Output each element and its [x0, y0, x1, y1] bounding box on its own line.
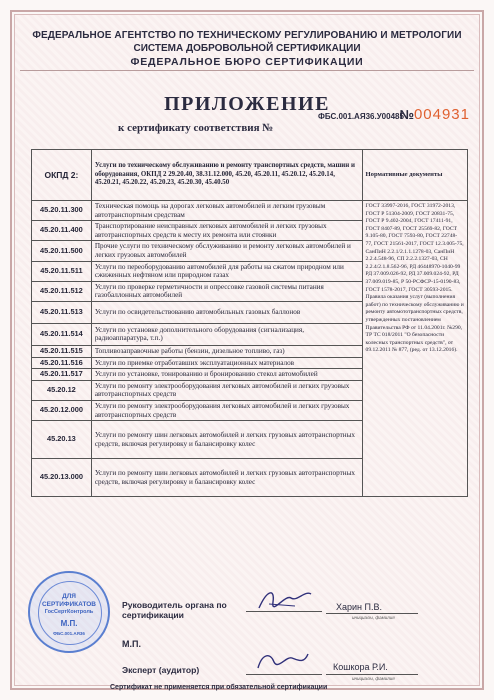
normative-documents: ГОСТ 33997-2016, ГОСТ 31972-2013, ГОСТ Р 51304-2009, ГОСТ 20831-75, ГОСТ Р 9.402-2004, ГОСТ 17411-91, ГОСТ 8407-89, ГОСТ 25569-82, ГОСТ 9.105-80, ГОСТ 7593-80, ГОСТ 22748-77, ГОСТ 21561-2017, ГОСТ 12.3.005-75, СанПиН 2.2.1/2.1.1.1278-03, СанПиН 2.2.4.548-96, СП 2.2.2.1327-03, СН 2.2.4/2.1.8.562-96, РД 46448970-1040-99 РД 37.009.026-92, РД 37.009.024-92, РД 37.009.019-85, Р 50-РСФСР-15-0190-83, ГОСТ 1578-2017, ГОСТ 30593-2015. Правила оказания услуг (выполнения работ) по техническому обслуживанию и ремонту автомототранспортных средств, утвержденных постановлением Правительства РФ от 11.04.2001г. №290, ТР ТС 018/2011 "О безопасности колесных транспортных средств", от 09.12.2011 № 877, (ред. от 13.12.2016). [362, 201, 467, 497]
expert-name: Кошкора Р.И. [333, 662, 388, 672]
row-description: Услуги по ремонту шин легковых автомобилей и легких грузовых автотранспортных средств, включая регулировку и балансировку колес [91, 459, 362, 497]
head-of-body-label: Руководитель органа по сертификации [122, 600, 227, 620]
header-norm-docs: Нормативные документы [362, 150, 467, 201]
row-code: 45.20.11.512 [32, 281, 92, 301]
row-description: Услуги по переоборудованию автомобилей для работы на сжатом природном или сжиженных нефтяном или природном газах [91, 261, 362, 281]
header-description: Услуги по техническому обслуживанию и ремонту транспортных средств, машин и оборудования, ОКПД 2 29.20.40, 38.31.12.000, 45.20, 45.20.11, 45.20.12, 45.20.14, 45.20.21, 45.20.22, 45.20.23, 45.20.30, 45.40.50 [91, 150, 362, 201]
row-code: 45.20.11.516 [32, 357, 92, 369]
row-description: Услуги по освидетельствованию автомобильных газовых баллонов [91, 301, 362, 323]
row-description: Топливозаправочные работы (бензин, дизельное топливо, газ) [91, 345, 362, 357]
agency-name: ФЕДЕРАЛЬНОЕ АГЕНТСТВО ПО ТЕХНИЧЕСКОМУ РЕГУЛИРОВАНИЮ И МЕТРОЛОГИИ [32, 30, 462, 41]
row-description: Транспортирование неисправных легковых автомобилей и легких грузовых автотранспортных средств к месту их ремонта или стоянки [91, 221, 362, 241]
table-header-row [32, 150, 468, 201]
name-line [326, 674, 418, 675]
row-code: 45.20.11.513 [32, 301, 92, 323]
stamp-text: ДЛЯ [62, 593, 76, 600]
stamp-text: ГосСертКонтроль [44, 609, 94, 615]
row-code: 45.20.13 [32, 421, 92, 459]
row-description: Услуги по ремонту электрооборудования легковых автомобилей и легких грузовых автотранспортных средств [91, 380, 362, 400]
row-description: Услуги по установке, тонированию и бронированию стекол автомобилей [91, 369, 362, 381]
certificate-number: ФБС.001.АЯ36.У00485 [318, 112, 404, 121]
row-description: Техническая помощь на дорогах легковых автомобилей и легким грузовым автотранспортным средствам [91, 201, 362, 221]
row-code: 45.20.12.000 [32, 400, 92, 420]
expert-signature [252, 646, 312, 676]
official-stamp [28, 571, 110, 653]
header-code: ОКПД 2: [32, 150, 92, 201]
signature-line [246, 674, 322, 675]
name-caption: инициалы, фамилия [352, 676, 395, 681]
row-description: Прочие услуги по техническому обслуживанию и ремонту легковых автомобилей и легких грузовых автомобилей [91, 241, 362, 261]
row-code: 45.20.13.000 [32, 459, 92, 497]
bureau-name: ФЕДЕРАЛЬНОЕ БЮРО СЕРТИФИКАЦИИ [130, 56, 364, 68]
row-code: 45.20.11.517 [32, 369, 92, 381]
header-divider [20, 70, 474, 71]
row-description: Услуги по ремонту электрооборудования легковых автомобилей и легких грузовых автотранспортных средств [91, 400, 362, 420]
name-caption: инициалы, фамилия [352, 615, 395, 620]
seal-place: М.П. [122, 639, 141, 649]
stamp-text: СЕРТИФИКАТОВ [41, 601, 97, 608]
row-description: Услуги по ремонту шин легковых автомобилей и легких грузовых автотранспортных средств, включая регулировку и балансировку колес [91, 421, 362, 459]
head-name: Харин П.В. [336, 602, 382, 612]
table-row [32, 201, 468, 221]
serial-number: 004931 [413, 106, 470, 123]
signature-line [246, 611, 322, 612]
row-code: 45.20.11.400 [32, 221, 92, 241]
system-name: СИСТЕМА ДОБРОВОЛЬНОЙ СЕРТИФИКАЦИИ [133, 43, 361, 54]
form-number [399, 106, 470, 123]
appendix-title: ПРИЛОЖЕНИЕ [164, 93, 330, 115]
stamp-text: ФБС.001.АЯ36 [53, 631, 85, 636]
row-code: 45.20.11.514 [32, 323, 92, 345]
row-description: Услуги по приемке отработавших эксплуатационных материалов [91, 357, 362, 369]
services-table [31, 149, 468, 497]
expert-label: Эксперт (аудитор) [122, 665, 200, 675]
row-description: Услуги по установке дополнительного оборудования (сигнализация, радиоаппаратура, т.п.) [91, 323, 362, 345]
row-code: 45.20.11.500 [32, 241, 92, 261]
appendix-subtitle: к сертификату соответствия № [118, 122, 274, 134]
stamp-text: М.П. [60, 619, 78, 628]
row-code: 45.20.12 [32, 380, 92, 400]
number-sign: № [399, 107, 414, 122]
head-signature [255, 584, 315, 614]
row-description: Услуги по проверке герметичности и опрессовке газовой системы питания газобаллонных автомобилей [91, 281, 362, 301]
row-code: 45.20.11.300 [32, 201, 92, 221]
row-code: 45.20.11.511 [32, 261, 92, 281]
name-line [326, 613, 418, 614]
footer-note: Сертификат не применяется при обязательной сертификации [110, 684, 328, 691]
row-code: 45.20.11.515 [32, 345, 92, 357]
